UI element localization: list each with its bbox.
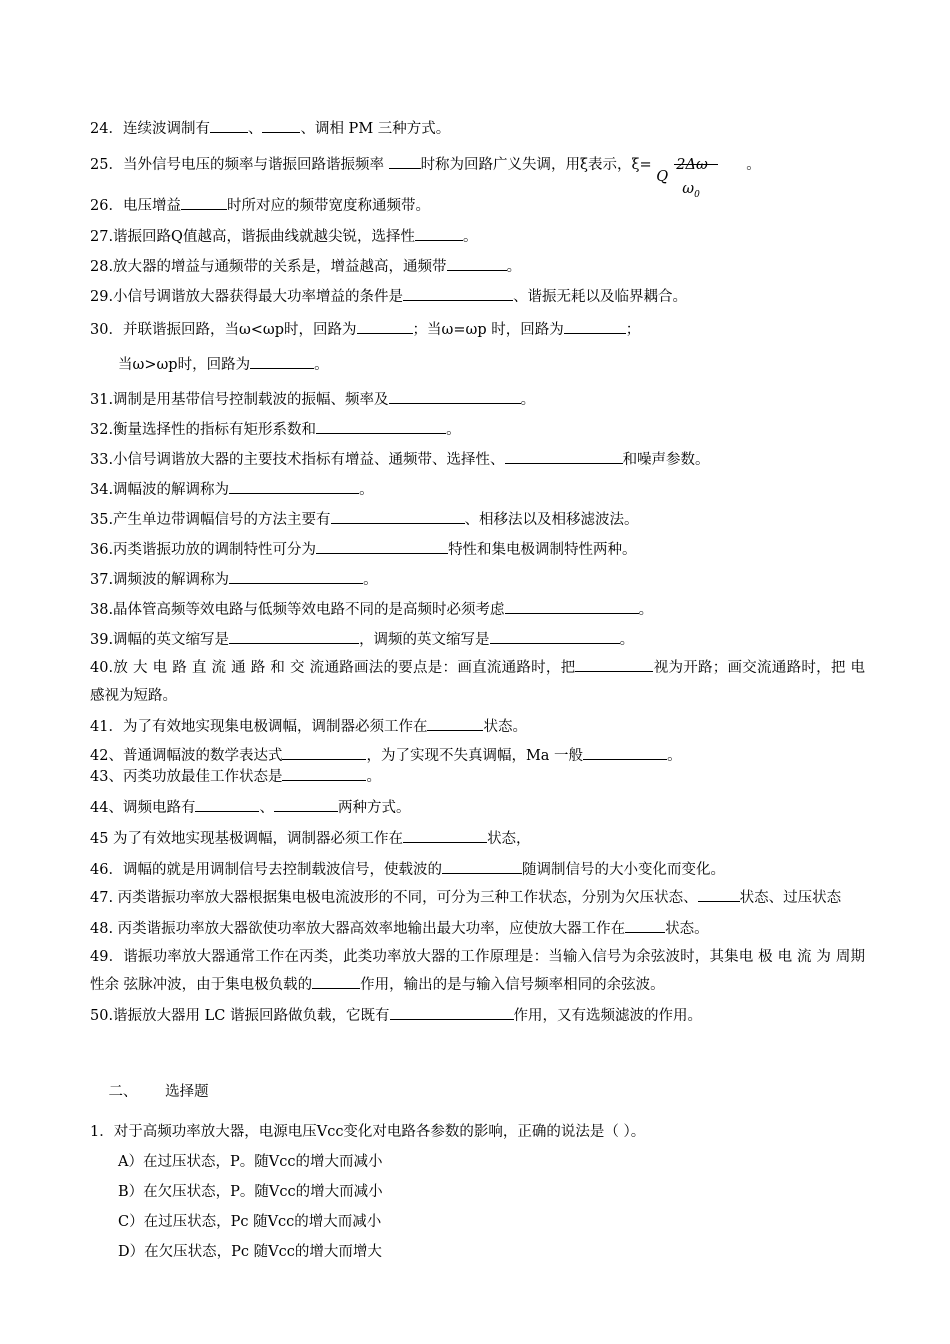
question-text: 、相移法以及相移滤波法。: [464, 512, 639, 528]
answer-blank[interactable]: [389, 154, 421, 169]
question-text: 状态。: [665, 921, 709, 937]
question-text: 35.产生单边带调幅信号的方法主要有: [90, 512, 331, 528]
option-b[interactable]: [90, 1182, 865, 1202]
question-text: 38.晶体管高频等效电路与低频等效电路不同的是高频时必须考虑: [90, 602, 505, 618]
detuning-formula: [656, 143, 746, 200]
answer-blank[interactable]: [583, 745, 667, 760]
question-32: [90, 419, 865, 440]
option-a[interactable]: [90, 1152, 865, 1172]
option-label: D）在欠压状态，Pc 随Vcc的增大而增大: [118, 1244, 382, 1260]
question-text: 28.放大器的增益与通频带的关系是，增益越高，通频带: [90, 259, 447, 275]
question-text: 36.丙类谐振功放的调制特性可分为: [90, 542, 317, 558]
question-text: 。: [359, 482, 374, 498]
answer-blank[interactable]: [490, 629, 620, 644]
question-text: 和噪声参数。: [622, 452, 710, 468]
question-text: 33.小信号调谐放大器的主要技术指标有增益、通频带、选择性、: [90, 452, 505, 468]
option-label: A）在过压状态，P。随Vcc的增大而减小: [118, 1154, 383, 1170]
option-label: B）在欠压状态，P。随Vcc的增大而减小: [118, 1184, 383, 1200]
question-text: 29.小信号调谐放大器获得最大功率增益的条件是: [90, 289, 404, 305]
question-text: 作用，输出的是与输入信号频率相同的余弦波。: [360, 977, 665, 993]
question-text: 。: [314, 357, 329, 373]
answer-blank[interactable]: [505, 449, 623, 464]
answer-blank[interactable]: [274, 797, 338, 812]
answer-blank[interactable]: [415, 226, 463, 241]
formula-numerator: 2Δω: [676, 157, 708, 173]
document-page: [90, 108, 865, 1262]
question-text: 。: [366, 769, 381, 785]
answer-blank[interactable]: [312, 974, 360, 989]
question-text: 、谐振无耗以及临界耦合。: [513, 289, 688, 305]
question-36: [90, 539, 865, 560]
answer-blank[interactable]: [447, 256, 507, 271]
answer-blank[interactable]: [625, 918, 665, 933]
question-text: 。: [520, 392, 536, 408]
question-33: [90, 449, 865, 470]
question-text: 27.谐振回路Q值越高，谐振曲线就越尖锐，选择性: [90, 229, 415, 245]
section-heading: [90, 1062, 865, 1122]
option-d[interactable]: [90, 1242, 865, 1262]
answer-blank[interactable]: [442, 859, 522, 874]
answer-blank[interactable]: [403, 828, 487, 843]
answer-blank[interactable]: [229, 569, 363, 584]
option-c[interactable]: [90, 1212, 865, 1232]
question-text: 。: [506, 259, 522, 275]
question-text: 40.放 大 电 路 直 流 通 路 和 交 流通路画法的要点是：画直流通路时，把: [90, 660, 576, 676]
question-text: 44、调频电路有: [90, 800, 196, 816]
question-28: [90, 256, 865, 277]
question-text: 作用，又有选频滤波的作用。: [513, 1008, 702, 1024]
question-text: 。: [667, 748, 682, 764]
answer-blank[interactable]: [210, 118, 248, 133]
question-text: 视为开路；画交流通路时，把 电感视为短路。: [90, 660, 865, 704]
answer-blank[interactable]: [282, 766, 366, 781]
question-text: 32.衡量选择性的指标有矩形系数和: [90, 422, 317, 438]
answer-blank[interactable]: [316, 419, 446, 434]
question-text: 31.调制是用基带信号控制载波的振幅、频率及: [90, 392, 389, 408]
answer-blank[interactable]: [357, 319, 413, 334]
question-text: 状态、过压状态: [739, 890, 842, 906]
answer-blank[interactable]: [229, 479, 359, 494]
question-31: [90, 389, 865, 410]
question-35: [90, 509, 865, 530]
question-30-continued: [90, 354, 865, 375]
question-text: 状态，: [487, 831, 531, 847]
question-29: [90, 286, 865, 307]
question-text: 37.调频波的解调称为: [90, 572, 230, 588]
answer-blank[interactable]: [564, 319, 626, 334]
question-30: [90, 319, 865, 340]
question-38: [90, 599, 865, 620]
question-34: [90, 479, 865, 500]
question-text: 39.调幅的英文缩写是: [90, 632, 230, 648]
question-text: 48. 丙类谐振功率放大器欲使功率放大器高效率地输出最大功率，应使放大器工作在: [90, 921, 626, 937]
question-text: 50.谐振放大器用 LC 谐振回路做负载，它既有: [90, 1008, 390, 1024]
question-text: ；: [625, 322, 641, 338]
answer-blank[interactable]: [389, 389, 521, 404]
question-text: 30．并联谐振回路，当ω<ωp时，回路为: [90, 322, 357, 338]
formula-q: Q: [656, 169, 669, 185]
question-text: 时所对应的频带宽度称通频带。: [226, 198, 430, 214]
section-title: 二、 选择题: [108, 1084, 209, 1100]
question-text: ；当ω=ωp 时，回路为: [412, 322, 564, 338]
question-text: 两种方式。: [337, 800, 411, 816]
answer-blank[interactable]: [195, 797, 259, 812]
answer-blank[interactable]: [505, 599, 639, 614]
question-text: 。: [363, 572, 378, 588]
question-text: 状态。: [483, 719, 527, 735]
question-text: ，为了实现不失真调幅，Ma 一般: [366, 748, 584, 764]
question-41: [90, 716, 865, 737]
question-text: 42、普通调幅波的数学表达式: [90, 748, 283, 764]
question-44: [90, 797, 865, 818]
mc-question-1: [90, 1122, 865, 1142]
question-text: 47. 丙类谐振功率放大器根据集电极电流波形的不同，可分为三种工作状态，分别为欠压状态、: [90, 890, 698, 906]
question-27: [90, 226, 865, 247]
question-text: 。: [746, 157, 761, 173]
question-text: 特性和集电极调制特性两种。: [448, 542, 637, 558]
question-text: 当ω>ωp时，回路为: [118, 357, 251, 373]
question-text: 时称为回路广义失调，用ξ表示，ξ=: [420, 157, 652, 173]
question-37: [90, 569, 865, 590]
question-text: 。: [462, 229, 478, 245]
question-45: [90, 828, 865, 849]
question-text: ，调频的英文缩写是: [359, 632, 490, 648]
answer-blank[interactable]: [250, 354, 314, 369]
question-46: [90, 859, 865, 880]
question-text: 随调制信号的大小变化而变化。: [521, 862, 725, 878]
question-26: [90, 195, 865, 216]
question-49: [90, 943, 865, 999]
question-text: 41．为了有效地实现集电极调幅，调制器必须工作在: [90, 719, 428, 735]
question-24: [90, 118, 865, 139]
formula-denominator: $\omega_0$: [682, 181, 700, 200]
answer-blank[interactable]: [403, 286, 513, 301]
question-text: 。: [446, 422, 461, 438]
answer-blank[interactable]: [331, 509, 465, 524]
answer-blank[interactable]: [427, 716, 483, 731]
question-text: 24．连续波调制有: [90, 121, 210, 137]
option-label: C）在过压状态，Pc 随Vcc的增大而减小: [118, 1214, 382, 1230]
question-text: 34.调幅波的解调称为: [90, 482, 230, 498]
question-43: [90, 766, 865, 787]
answer-blank[interactable]: [390, 1005, 514, 1020]
question-text: 46．调幅的就是用调制信号去控制载波信号，使载波的: [90, 862, 442, 878]
fraction-bar: [674, 164, 718, 165]
question-text: 、: [247, 121, 263, 137]
question-42: [90, 745, 865, 766]
question-text: 43、丙类功放最佳工作状态是: [90, 769, 283, 785]
question-text: 。: [619, 632, 635, 648]
question-text: 25．当外信号电压的频率与谐振回路谐振频率: [90, 157, 389, 173]
answer-blank[interactable]: [229, 629, 359, 644]
question-50: [90, 1005, 865, 1026]
question-47: [90, 884, 865, 912]
question-40: [90, 654, 865, 710]
answer-blank[interactable]: [262, 118, 300, 133]
question-text: 、调相 PM 三种方式。: [300, 121, 451, 137]
question-39: [90, 629, 865, 650]
answer-blank[interactable]: [698, 887, 740, 902]
question-48: [90, 918, 865, 939]
answer-blank[interactable]: [181, 195, 227, 210]
answer-blank[interactable]: [575, 657, 653, 672]
question-25: [90, 143, 865, 200]
answer-blank[interactable]: [316, 539, 448, 554]
question-text: 。: [638, 602, 654, 618]
question-text: 49．谐振功率放大器通常工作在丙类，此类功率放大器的工作原理是：当输入信号为余弦波时，其集电 极 电 流 为 周期 性余 弦脉冲波，由于集电极负载的: [90, 949, 865, 993]
question-stem: 1．对于高频功率放大器，电源电压Vcc变化对电路各参数的影响，正确的说法是（ ）。: [90, 1124, 646, 1140]
question-text: 26．电压增益: [90, 198, 181, 214]
answer-blank[interactable]: [282, 745, 366, 760]
question-text: 、: [259, 800, 274, 816]
question-text: 45 为了有效地实现基极调幅，调制器必须工作在: [90, 831, 404, 847]
